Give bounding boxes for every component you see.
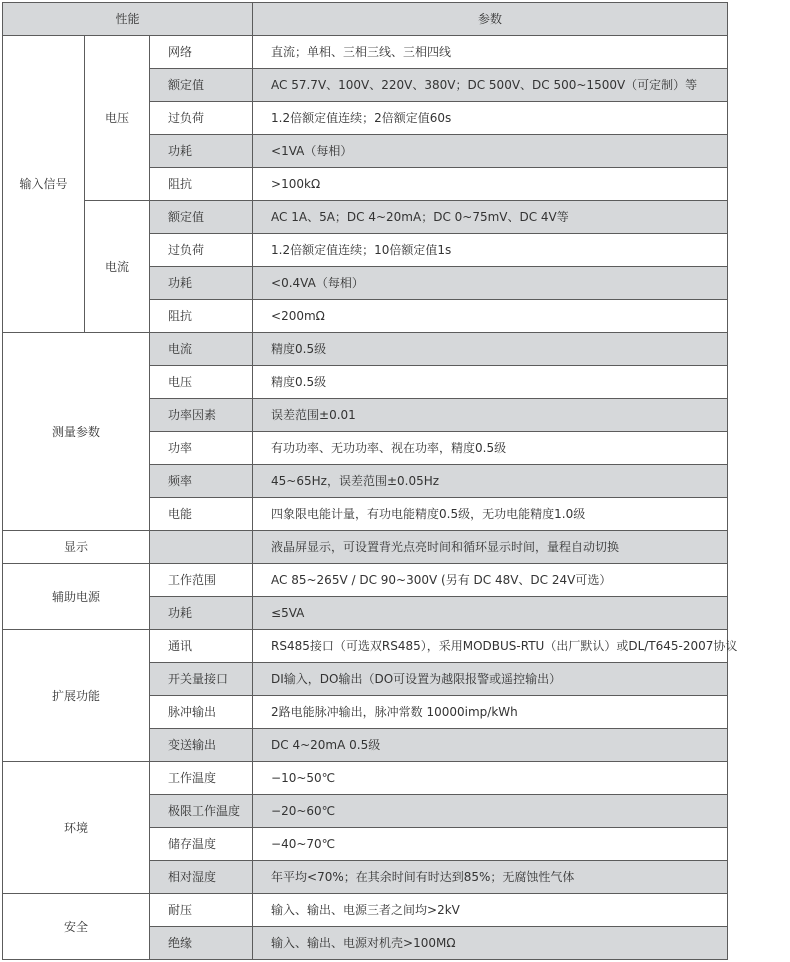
param-name: 电能 [150,498,253,531]
subcategory-voltage: 电压 [85,36,150,201]
category-extensions: 扩展功能 [3,630,150,762]
param-name: 额定值 [150,201,253,234]
param-name: 变送输出 [150,729,253,762]
param-value: 误差范围±0.01 [253,399,728,432]
param-name: 过负荷 [150,102,253,135]
param-name [150,531,253,564]
param-value: 直流；单相、三相三线、三相四线 [253,36,728,69]
param-value: <1VA（每相） [253,135,728,168]
param-name: 相对湿度 [150,861,253,894]
param-name: 阻抗 [150,300,253,333]
param-value: >100kΩ [253,168,728,201]
param-value: −10~50℃ [253,762,728,795]
table-row [3,564,728,597]
param-value: 输入、输出、电源三者之间均>2kV [253,894,728,927]
param-value: 液晶屏显示，可设置背光点亮时间和循环显示时间，量程自动切换 [253,531,728,564]
param-name: 网络 [150,36,253,69]
param-name: 工作温度 [150,762,253,795]
category-measurement: 测量参数 [3,333,150,531]
param-name: 通讯 [150,630,253,663]
param-value: 45~65Hz，误差范围±0.05Hz [253,465,728,498]
param-name: 脉冲输出 [150,696,253,729]
param-value: DI输入，DO输出（DO可设置为越限报警或遥控输出） [253,663,728,696]
category-aux-power: 辅助电源 [3,564,150,630]
header-row [3,3,728,36]
table-row [3,762,728,795]
table-row [3,630,728,663]
param-name: 储存温度 [150,828,253,861]
param-value: 精度0.5级 [253,333,728,366]
param-name: 额定值 [150,69,253,102]
table-row [3,894,728,927]
param-value: −20~60℃ [253,795,728,828]
subcategory-current: 电流 [85,201,150,333]
param-name: 电流 [150,333,253,366]
param-name: 功率因素 [150,399,253,432]
table-row [3,201,728,234]
param-value: <0.4VA（每相） [253,267,728,300]
param-value: 四象限电能计量，有功电能精度0.5级，无功电能精度1.0级 [253,498,728,531]
param-value: 1.2倍额定值连续；2倍额定值60s [253,102,728,135]
param-name: 功耗 [150,597,253,630]
spec-table [2,2,738,960]
param-value: AC 1A、5A；DC 4~20mA；DC 0~75mV、DC 4V等 [253,201,728,234]
category-environment: 环境 [3,762,150,894]
param-value: AC 57.7V、100V、220V、380V；DC 500V、DC 500~1500V（可定制）等 [253,69,728,102]
param-name: 阻抗 [150,168,253,201]
param-value: <200mΩ [253,300,728,333]
param-name: 频率 [150,465,253,498]
param-value: 输入、输出、电源对机壳>100MΩ [253,927,728,960]
table-row [3,333,728,366]
table-row [3,36,728,69]
param-value: ≤5VA [253,597,728,630]
header-performance: 性能 [3,3,253,36]
param-name: 极限工作温度 [150,795,253,828]
param-value: 1.2倍额定值连续；10倍额定值1s [253,234,728,267]
table-row [3,531,728,564]
param-value: −40~70℃ [253,828,728,861]
category-input-signal: 输入信号 [3,36,85,333]
param-value: 有功功率、无功功率、视在功率，精度0.5级 [253,432,728,465]
category-display: 显示 [3,531,150,564]
category-safety: 安全 [3,894,150,960]
param-name: 绝缘 [150,927,253,960]
param-name: 过负荷 [150,234,253,267]
param-name: 工作范围 [150,564,253,597]
param-value: AC 85~265V / DC 90~300V (另有 DC 48V、DC 24V可选） [253,564,728,597]
param-name: 功耗 [150,135,253,168]
param-name: 功率 [150,432,253,465]
header-parameters: 参数 [253,3,728,36]
param-value: DC 4~20mA 0.5级 [253,729,728,762]
param-value: 2路电能脉冲输出，脉冲常数 10000imp/kWh [253,696,728,729]
param-name: 功耗 [150,267,253,300]
param-value: 年平均<70%；在其余时间有时达到85%；无腐蚀性气体 [253,861,728,894]
param-name: 耐压 [150,894,253,927]
param-name: 开关量接口 [150,663,253,696]
param-value: RS485接口（可选双RS485），采用MODBUS-RTU（出厂默认）或DL/T645-2007协议 [253,630,728,663]
param-name: 电压 [150,366,253,399]
param-value: 精度0.5级 [253,366,728,399]
